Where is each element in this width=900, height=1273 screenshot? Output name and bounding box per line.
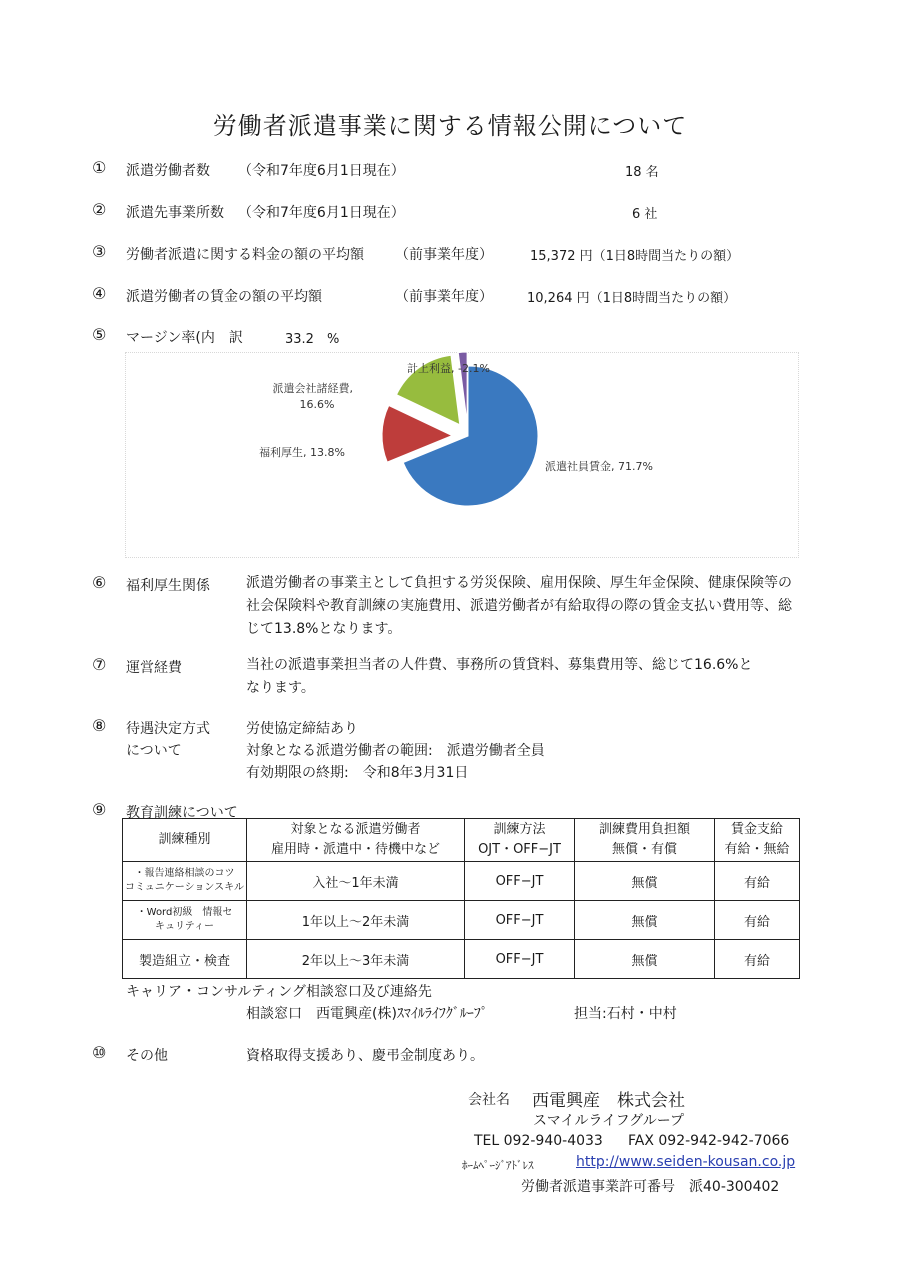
homepage-link[interactable]: http://www.seiden-kousan.co.jp (576, 1154, 796, 1170)
cell-pay: 有給 (715, 940, 800, 979)
item-label: 労働者派遣に関する料金の額の平均額 (126, 247, 364, 263)
item-label-sub: について (126, 743, 182, 759)
cell-target: 1年以上〜2年未満 (247, 901, 465, 940)
cell-pay: 有給 (715, 901, 800, 940)
item-number: ③ (92, 242, 107, 261)
item-description: 資格取得支援あり、慶弔金制度あり。 (246, 1048, 484, 1064)
item-label: その他 (126, 1048, 168, 1064)
item-label: 派遣労働者数 (126, 163, 210, 179)
table-row (123, 862, 800, 901)
header-target: 対象となる派遣労働者 雇用時・派遣中・待機中など (247, 819, 465, 862)
cell-target: 入社〜1年未満 (247, 862, 465, 901)
career-consulting-contact: 相談窓口 西電興産(株)ｽﾏｲﾙﾗｲﾌｸﾞﾙｰﾌﾟ (246, 1006, 488, 1022)
header-training-type: 訓練種別 (123, 819, 247, 862)
page-title: 労働者派遣事業に関する情報公開について (212, 112, 688, 140)
cell-method: OFF−JT (465, 901, 575, 940)
cell-cost: 無償 (575, 862, 715, 901)
item-value: 10,264 円（1日8時間当たりの額） (527, 291, 737, 306)
pie-data-label: 福利厚生, 13.8% (259, 446, 345, 459)
item-label: 派遣労働者の賃金の額の平均額 (126, 289, 322, 305)
item-description: 派遣労働者の事業主として負担する労災保険、雇用保険、厚生年金保険、健康保険等の社会保険料や教育訓練の実施費用、派遣労働者が有給取得の際の賃金支払い費用等、総じて13.8%となります。 (246, 575, 792, 637)
cell-cost: 無償 (575, 901, 715, 940)
header-cost: 訓練費用負担額 無償・有償 (575, 819, 715, 862)
margin-rate-value: 33.2 % (285, 332, 340, 347)
item-number: ① (92, 158, 107, 177)
table-row (123, 901, 800, 940)
item-number: ② (92, 200, 107, 219)
item-number: ⑥ (92, 573, 107, 592)
company-label: 会社名 (468, 1092, 510, 1108)
cell-target: 2年以上〜3年未満 (247, 940, 465, 979)
item-number: ⑧ (92, 716, 107, 735)
item-number: ④ (92, 284, 107, 303)
item-label: 待遇決定方式 (126, 721, 210, 737)
pie-chart (125, 352, 799, 558)
item-label: 教育訓練について (126, 805, 238, 821)
company-tel: TEL 092-940-4033 (474, 1133, 603, 1149)
training-table (122, 818, 800, 979)
item-label: 運営経費 (126, 660, 182, 676)
item-description: 当社の派遣事業担当者の人件費、事務所の賃貸料、募集費用等、総じて16.6%となります。 (246, 657, 753, 696)
table-row (123, 940, 800, 979)
company-name: 西電興産 株式会社 (532, 1091, 685, 1111)
cell-training-type: ・報告連絡相談のコツ コミュニケーションスキル (123, 862, 247, 901)
homepage-label: ﾎｰﾑﾍﾟｰｼﾞｱﾄﾞﾚｽ (462, 1159, 534, 1172)
item-number: ⑨ (92, 800, 107, 819)
item-label: 派遣先事業所数 (126, 205, 224, 221)
item-number: ⑦ (92, 655, 107, 674)
license-number: 労働者派遣事業許可番号 派40-300402 (521, 1179, 780, 1195)
pie-data-label: 派遣会社諸経費, (272, 382, 353, 395)
cell-training-type: 製造組立・検査 (123, 940, 247, 979)
treatment-line: 対象となる派遣労働者の範囲: 派遣労働者全員 (246, 743, 545, 759)
item-label: マージン率(内 訳 (126, 330, 243, 346)
item-date: （令和7年度6月1日現在） (238, 205, 405, 221)
cell-cost: 無償 (575, 940, 715, 979)
cell-method: OFF−JT (465, 862, 575, 901)
item-value: 15,372 円（1日8時間当たりの額） (530, 249, 740, 264)
item-number: ⑩ (92, 1043, 107, 1062)
cell-training-type: ・Word初級 情報セ キュリティー (123, 901, 247, 940)
company-fax: FAX 092-942-942-7066 (628, 1133, 790, 1149)
item-value: 6 社 (632, 207, 658, 222)
item-date: （令和7年度6月1日現在） (238, 163, 405, 179)
header-pay: 賃金支給 有給・無給 (715, 819, 800, 862)
table-header-row (123, 819, 800, 862)
item-number: ⑤ (92, 325, 107, 344)
item-value: 18 名 (625, 165, 659, 180)
cell-method: OFF−JT (465, 940, 575, 979)
pie-data-label: 16.6% (299, 398, 335, 411)
item-period: （前事業年度） (395, 289, 493, 305)
treatment-line: 有効期限の終期: 令和8年3月31日 (246, 765, 469, 781)
career-consulting-title: キャリア・コンサルティング相談窓口及び連絡先 (126, 984, 432, 1000)
cell-pay: 有給 (715, 862, 800, 901)
pie-data-label: 計上利益, -2.1% (407, 362, 490, 375)
header-method: 訓練方法 OJT・OFF−JT (465, 819, 575, 862)
item-label: 福利厚生関係 (126, 578, 210, 594)
pie-data-label: 派遣社員賃金, 71.7% (545, 460, 653, 473)
company-group: スマイルライフグループ (533, 1113, 685, 1129)
item-period: （前事業年度） (395, 247, 493, 263)
career-consulting-person: 担当:石村・中村 (574, 1006, 677, 1022)
treatment-line: 労使協定締結あり (246, 721, 358, 737)
